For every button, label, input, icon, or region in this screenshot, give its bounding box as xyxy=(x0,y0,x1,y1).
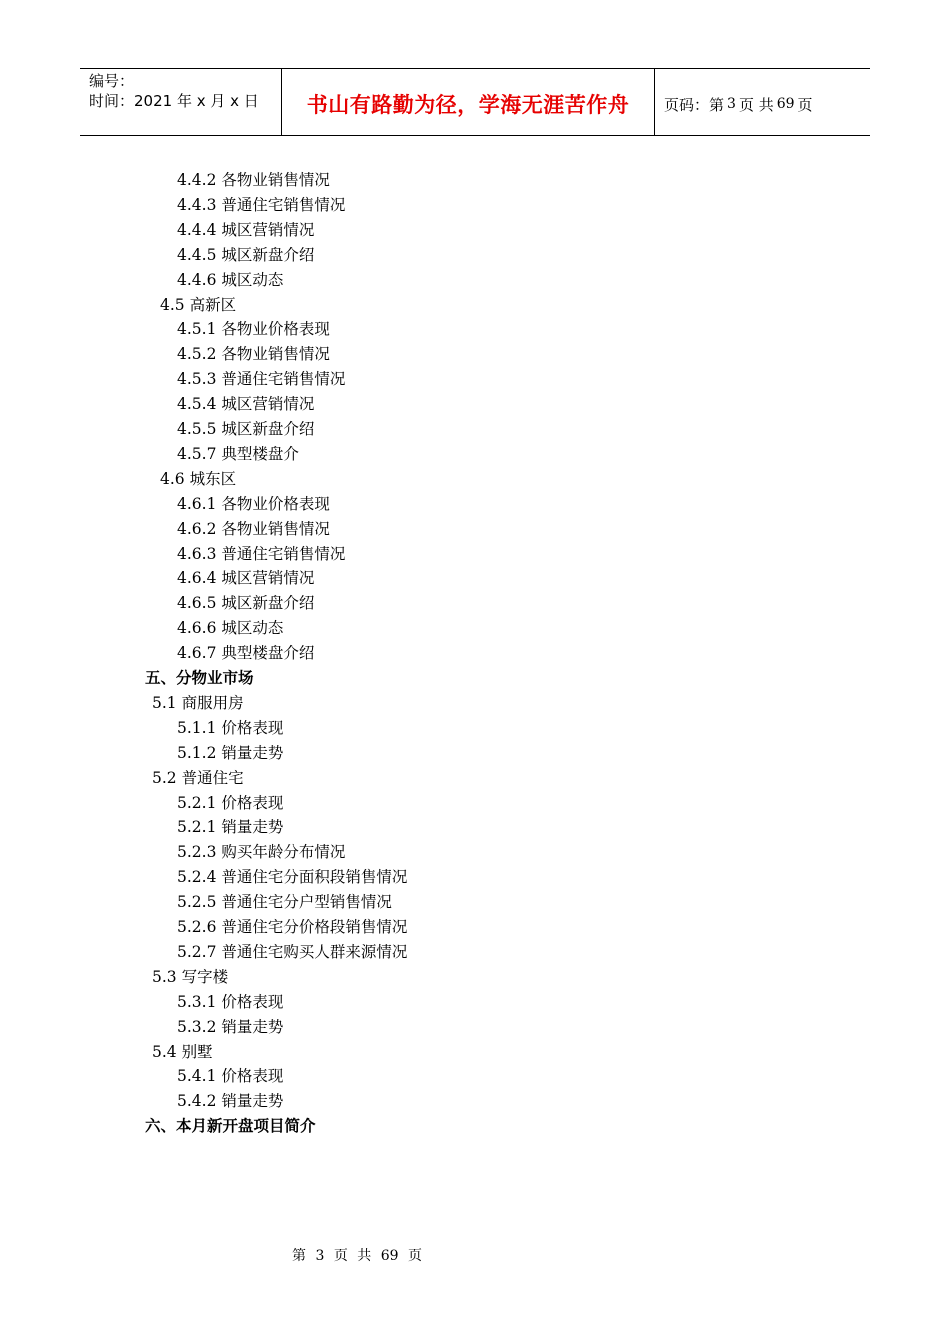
toc-entry: 4.6.1 各物业价格表现 xyxy=(177,494,330,513)
footer-mid1: 页 xyxy=(333,1248,348,1264)
toc-entry: 六、本月新开盘项目简介 xyxy=(145,1117,316,1136)
toc-entry: 4.6.5 城区新盘介绍 xyxy=(177,594,315,613)
page-header xyxy=(80,68,870,136)
toc-entry: 4.5.7 典型楼盘介 xyxy=(177,444,299,463)
toc-entry: 4.4.3 普通住宅销售情况 xyxy=(177,195,346,214)
toc-entry: 5.2.6 普通住宅分价格段销售情况 xyxy=(177,918,408,936)
page-label-suffix: 页 xyxy=(797,95,813,114)
footer-total-pages: 69 xyxy=(380,1248,399,1264)
toc-entry: 5.4.2 销量走势 xyxy=(177,1092,284,1111)
toc-entry: 4.5.2 各物业销售情况 xyxy=(177,345,330,364)
document-time: 时间：2021 年 x 月 x 日 xyxy=(89,92,259,110)
footer-current-page: 3 xyxy=(315,1248,325,1264)
document-code-label: 编号： xyxy=(89,72,135,90)
toc-entry: 4.4.4 城区营销情况 xyxy=(177,220,315,239)
page-label-prefix: 页码：第 xyxy=(664,95,725,114)
toc-entry: 5.2.3 购买年龄分布情况 xyxy=(177,843,346,862)
toc-entry: 5.3.1 价格表现 xyxy=(177,992,284,1011)
toc-entry: 5.1.2 销量走势 xyxy=(177,743,284,762)
toc-entry: 5.2.5 普通住宅分户型销售情况 xyxy=(177,893,392,912)
toc-entry: 4.5.4 城区营销情况 xyxy=(177,395,315,414)
toc-entry: 5.3.2 销量走势 xyxy=(177,1017,284,1036)
toc-entry: 4.5.1 各物业价格表现 xyxy=(177,320,330,339)
toc-entry: 4.6.2 各物业销售情况 xyxy=(177,519,330,538)
page-label-mid: 页 共 xyxy=(738,95,774,114)
toc-entry: 4.6.7 典型楼盘介绍 xyxy=(177,644,315,663)
toc-entry: 4.5.5 城区新盘介绍 xyxy=(177,420,315,438)
toc-entry: 4.6.4 城区营销情况 xyxy=(177,569,315,588)
toc-entry: 5.2 普通住宅 xyxy=(152,768,244,787)
toc-entry: 5.3 写字楼 xyxy=(152,967,229,986)
toc-entry: 5.1 商服用房 xyxy=(152,693,244,712)
page-footer xyxy=(0,1245,950,1265)
toc-entry: 5.2.1 价格表现 xyxy=(177,793,284,812)
toc-entry: 4.6.6 城区动态 xyxy=(177,619,284,638)
footer-prefix: 第 xyxy=(292,1248,306,1264)
header-motto-cell xyxy=(282,69,655,135)
toc-entry: 4.6.3 普通住宅销售情况 xyxy=(177,544,346,563)
toc-entry: 5.2.4 普通住宅分面积段销售情况 xyxy=(177,868,408,887)
toc-entry: 4.5 高新区 xyxy=(160,295,237,314)
page-total-number: 69 xyxy=(776,96,795,112)
header-meta-cell xyxy=(80,69,282,135)
toc-entry: 五、分物业市场 xyxy=(145,669,254,687)
footer-suffix: 页 xyxy=(408,1248,423,1264)
toc-entry: 4.4.6 城区动态 xyxy=(177,270,284,289)
toc-entry: 4.4.5 城区新盘介绍 xyxy=(177,245,315,264)
toc-entry: 5.4.1 价格表现 xyxy=(177,1067,284,1086)
footer-mid2: 共 xyxy=(357,1248,372,1264)
toc-entry: 4.5.3 普通住宅销售情况 xyxy=(177,370,346,389)
toc-entry: 5.4 别墅 xyxy=(152,1042,213,1061)
header-motto: 书山有路勤为径，学海无涯苦作舟 xyxy=(306,93,630,117)
toc-entry: 5.1.1 价格表现 xyxy=(177,718,284,737)
header-page-cell xyxy=(655,69,870,135)
toc-entry: 5.2.7 普通住宅购买人群来源情况 xyxy=(177,942,408,961)
toc-entry: 5.2.1 销量走势 xyxy=(177,818,284,837)
page-current-number: 3 xyxy=(727,96,736,112)
toc-entry: 4.4.2 各物业销售情况 xyxy=(177,171,330,189)
toc-entry: 4.6 城东区 xyxy=(160,469,237,488)
